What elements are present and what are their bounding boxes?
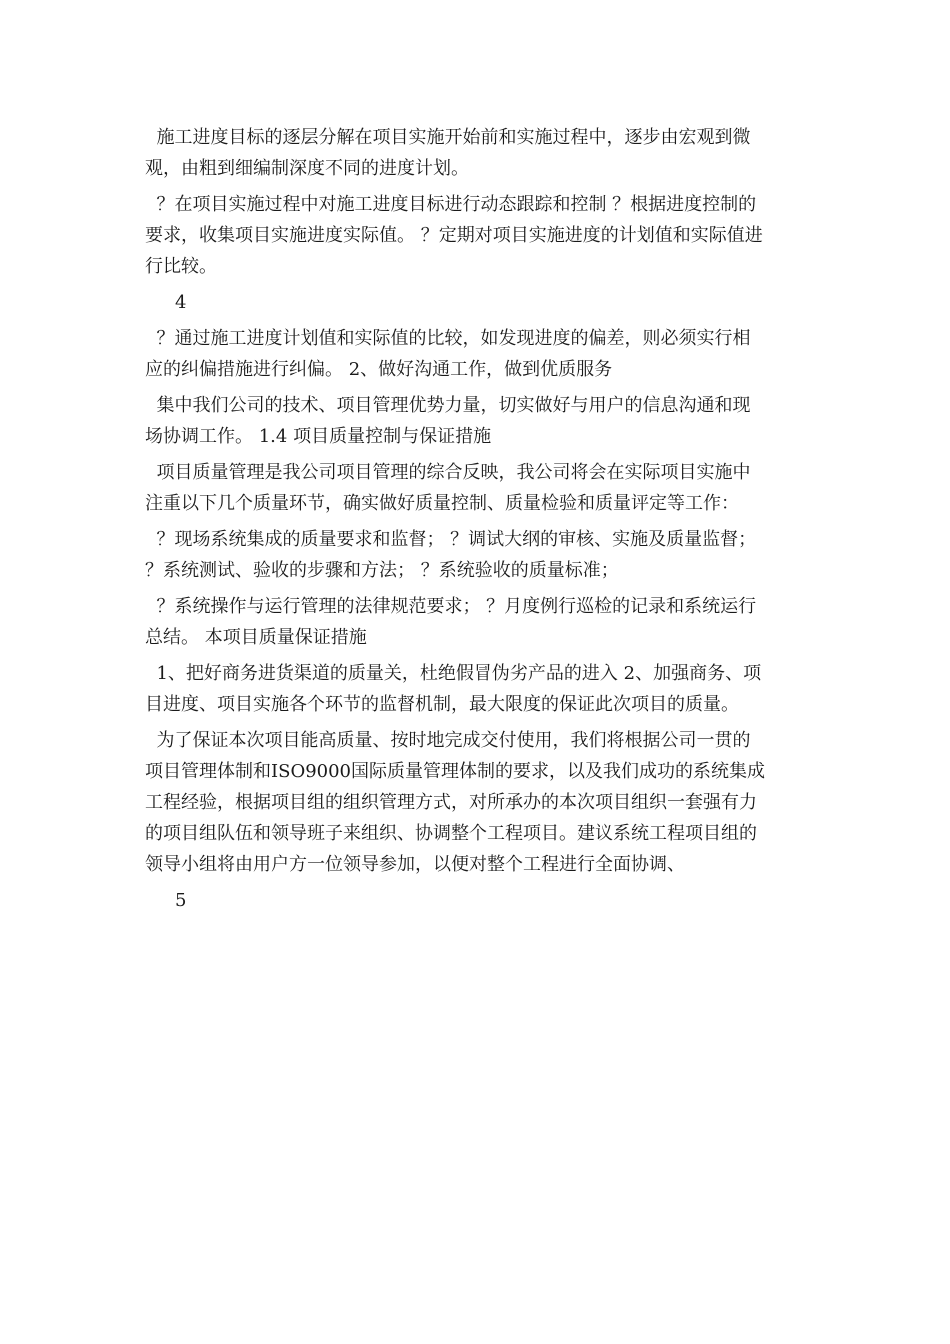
page-number: 4 — [175, 292, 187, 313]
text-line: ？系统测试、验收的步骤和方法； ？系统验收的质量标准； — [145, 560, 619, 581]
text-line: 应的纠偏措施进行纠偏。 2、做好沟通工作，做到优质服务 — [145, 359, 613, 380]
text-line: 的项目组队伍和领导班子来组织、协调整个工程项目。建议系统工程项目组的 — [145, 823, 757, 844]
text-line: 集中我们公司的技术、项目管理优势力量，切实做好与用户的信息沟通和现 — [145, 395, 751, 416]
paragraph — [145, 189, 810, 282]
paragraph — [145, 591, 810, 653]
text-line: 场协调工作。 1.4 项目质量控制与保证措施 — [145, 426, 492, 447]
paragraph — [145, 457, 810, 519]
text-line: 总结。 本项目质量保证措施 — [145, 627, 367, 648]
paragraph — [145, 725, 810, 880]
text-line: ？现场系统集成的质量要求和监督； ？调试大纲的审核、实施及质量监督； — [145, 529, 757, 550]
paragraph — [145, 524, 810, 586]
text-line: 行比较。 — [145, 256, 217, 277]
text-line: 项目质量管理是我公司项目管理的综合反映，我公司将会在实际项目实施中 — [145, 462, 751, 483]
page-number: 5 — [175, 890, 187, 911]
text-line: 为了保证本次项目能高质量、按时地完成交付使用，我们将根据公司一贯的 — [145, 730, 751, 751]
text-line: 要求，收集项目实施进度实际值。 ？定期对项目实施进度的计划值和实际值进 — [145, 225, 763, 246]
text-line: 项目管理体制和ISO9000国际质量管理体制的要求，以及我们成功的系统集成 — [145, 761, 766, 782]
text-line: 施工进度目标的逐层分解在项目实施开始前和实施过程中，逐步由宏观到微 — [145, 127, 751, 148]
text-line: 目进度、项目实施各个环节的监督机制，最大限度的保证此次项目的质量。 — [145, 694, 739, 715]
paragraph — [145, 658, 810, 720]
text-line: ？系统操作与运行管理的法律规范要求； ？月度例行巡检的记录和系统运行 — [145, 596, 757, 617]
paragraph — [145, 390, 810, 452]
text-line: 观，由粗到细编制深度不同的进度计划。 — [145, 158, 469, 179]
paragraph — [145, 323, 810, 385]
text-line: ？在项目实施过程中对施工进度目标进行动态跟踪和控制 ？根据进度控制的 — [145, 194, 757, 215]
text-line: 1、把好商务进货渠道的质量关，杜绝假冒伪劣产品的进入 2、加强商务、项 — [145, 663, 762, 684]
paragraph — [145, 122, 810, 184]
document-page — [145, 122, 810, 921]
text-line: ？通过施工进度计划值和实际值的比较，如发现进度的偏差，则必须实行相 — [145, 328, 751, 349]
text-line: 领导小组将由用户方一位领导参加，以便对整个工程进行全面协调、 — [145, 854, 685, 875]
text-line: 注重以下几个质量环节，确实做好质量控制、质量检验和质量评定等工作： — [145, 493, 739, 514]
text-line: 工程经验，根据项目组的组织管理方式，对所承办的本次项目组织一套强有力 — [145, 792, 757, 813]
